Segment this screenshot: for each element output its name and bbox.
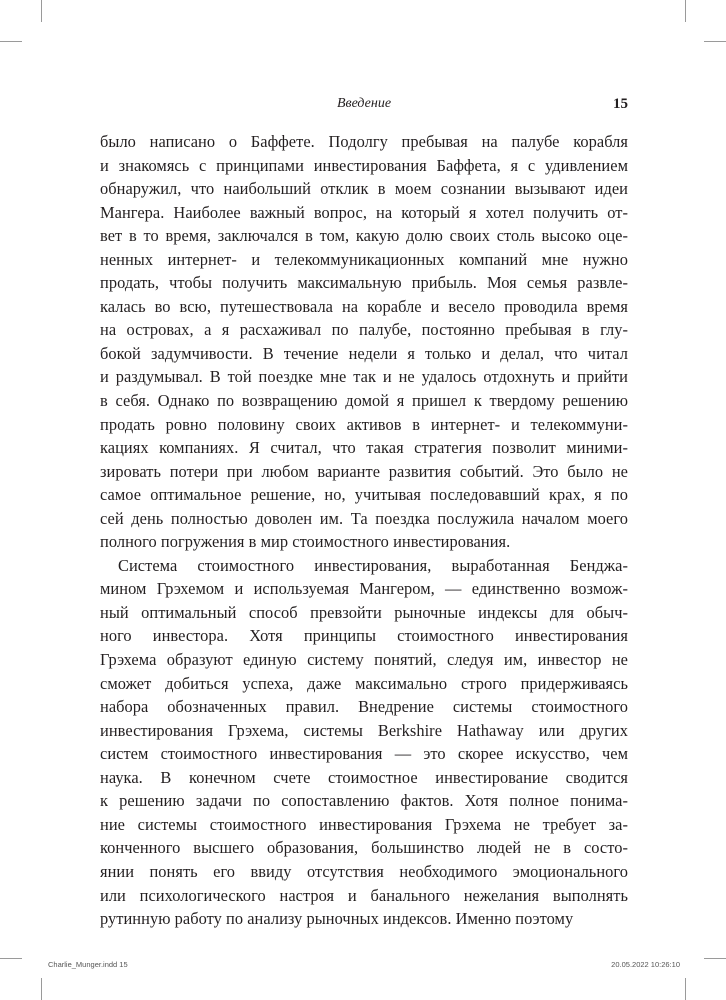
text-line: на островах, а я расхаживал по палубе, постоянно пребывая в глу- bbox=[100, 320, 628, 340]
text-line: систем стоимостного инвестирования — это скорее искусство, чем bbox=[100, 744, 628, 764]
text-line: калась во всю, путешествовала на корабле и весело проводила время bbox=[100, 296, 628, 316]
text-line: и знакомясь с принципами инвестирования Баффета, я с удивлением bbox=[100, 155, 628, 175]
text-line: ный оптимальный способ превзойти рыночные индексы для обыч- bbox=[100, 602, 628, 622]
slug-datetime: 20.05.2022 10:26:10 bbox=[611, 960, 680, 969]
crop-mark-left-bottom bbox=[0, 958, 22, 959]
text-line: набора обозначенных правил. Внедрение системы стоимостного bbox=[100, 697, 628, 717]
text-line: к решению задачи по сопоставлению фактов. Хотя полное понима- bbox=[100, 791, 628, 811]
crop-mark-top-right bbox=[685, 0, 686, 22]
text-line: инвестирования Грэхема, системы Berkshire Hathaway или других bbox=[100, 720, 628, 740]
text-line: кациях компаниях. Я считал, что такая стратегия позволит миними- bbox=[100, 438, 628, 458]
text-line: рутинную работу по анализу рыночных индексов. Именно поэтому bbox=[100, 909, 574, 929]
text-line: Грэхема образуют единую систему понятий, следуя им, инвестор не bbox=[100, 650, 628, 670]
crop-mark-bottom-left bbox=[41, 978, 42, 1000]
text-line: самое оптимальное решение, но, учитывая последовавший крах, я по bbox=[100, 485, 628, 505]
crop-mark-top-left bbox=[41, 0, 42, 22]
text-line: сей день полностью доволен им. Та поездка послужила началом моего bbox=[100, 508, 628, 528]
paragraph bbox=[100, 554, 628, 931]
text-line: мином Грэхемом и используемая Мангером, — единственно возмож- bbox=[100, 579, 628, 599]
text-line: янии понять его ввиду отсутствия необходимого эмоционального bbox=[100, 861, 628, 881]
text-line: и раздумывал. В той поездке мне так и не удалось отдохнуть и прийти bbox=[100, 367, 628, 387]
text-line: обнаружил, что наибольший отклик в моем сознании вызывают идеи bbox=[100, 179, 628, 199]
body-text bbox=[100, 130, 628, 931]
text-line: или психологического настроя и банального нежелания выполнять bbox=[100, 885, 628, 905]
crop-mark-right-bottom bbox=[704, 958, 726, 959]
text-line: конченного высшего образования, большинство людей не в состо- bbox=[100, 838, 628, 858]
crop-mark-left-top bbox=[0, 41, 22, 42]
text-line: продать ровно половину своих активов в интернет- и телекоммуни- bbox=[100, 414, 628, 434]
crop-mark-bottom-right bbox=[685, 978, 686, 1000]
running-head bbox=[100, 96, 628, 116]
text-line: наука. В конечном счете стоимостное инвестирование сводится bbox=[100, 767, 628, 787]
text-line: было написано о Баффете. Подолгу пребывая на палубе корабля bbox=[100, 132, 628, 151]
text-line: продать, чтобы получить максимальную прибыль. Моя семья развле- bbox=[100, 273, 628, 293]
text-line: бокой задумчивости. В течение недели я только и делал, что читал bbox=[100, 343, 628, 363]
slug-filename: Charlie_Munger.indd 15 bbox=[48, 960, 128, 969]
text-line: ного инвестора. Хотя принципы стоимостного инвестирования bbox=[100, 626, 628, 646]
section-title: Введение bbox=[336, 96, 392, 111]
text-line: зировать потери при любом варианте развития событий. Это было не bbox=[100, 461, 628, 481]
page-number: 15 bbox=[613, 96, 628, 112]
text-line: ненных интернет- и телекоммуникационных компаний мне нужно bbox=[100, 249, 628, 269]
paragraph bbox=[100, 130, 628, 554]
text-line: полного погружения в мир стоимостного инвестирования. bbox=[100, 532, 511, 552]
text-line: вет в то время, заключался в том, какую долю своих столь высоко оце- bbox=[100, 226, 628, 246]
text-line: сможет добиться успеха, даже максимально строго придерживаясь bbox=[100, 673, 628, 693]
text-line: Мангера. Наиболее важный вопрос, на который я хотел получить от- bbox=[100, 202, 628, 222]
crop-mark-right-top bbox=[704, 41, 726, 42]
text-line: Система стоимостного инвестирования, выработанная Бенджа- bbox=[118, 555, 628, 575]
text-line: ние системы стоимостного инвестирования Грэхема не требует за- bbox=[100, 814, 628, 834]
text-line: в себя. Однако по возвращению домой я пришел к твердому решению bbox=[100, 391, 628, 411]
